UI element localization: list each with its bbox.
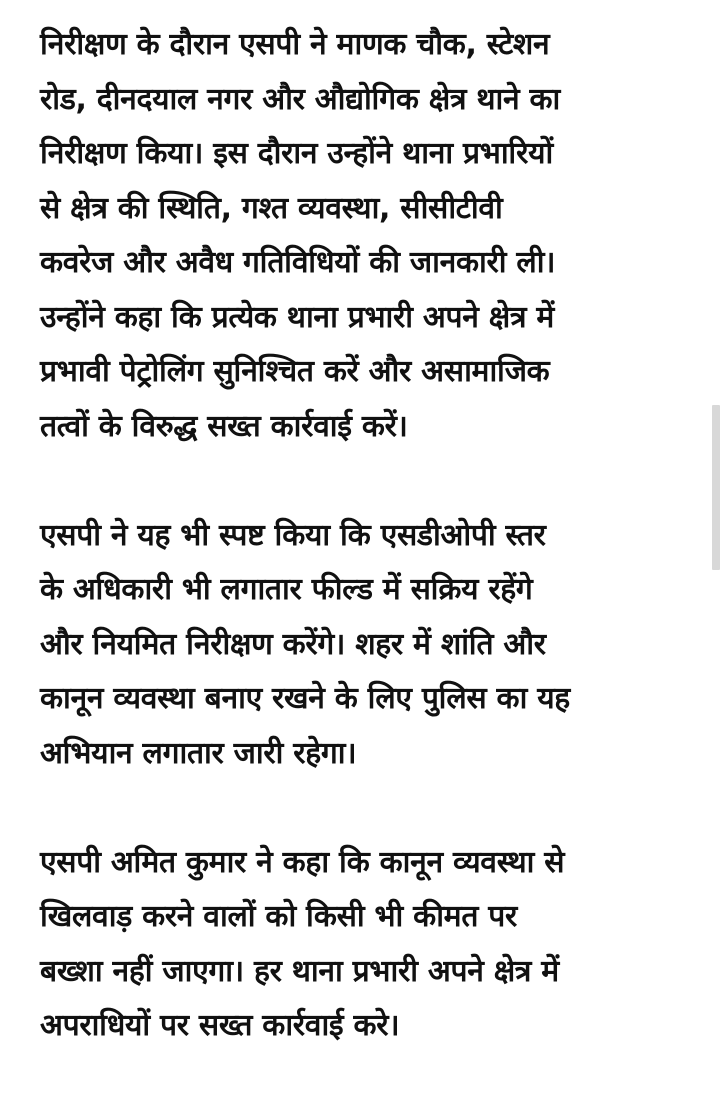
text-line: कवरेज और अवैध गतिविधियों की जानकारी ली। [40, 245, 556, 280]
text-line: और नियमित निरीक्षण करेंगे। शहर में शांति और [40, 626, 546, 662]
text-line: निरीक्षण किया। इस दौरान उन्होंने थाना प्रभारियों [40, 136, 553, 171]
text-line: से क्षेत्र की स्थिति, गश्त व्यवस्था, सीसीटीवी [40, 190, 503, 226]
paragraph-spacer [40, 781, 690, 836]
text-line: अपराधियों पर सख्त कार्रवाई करे। [40, 1008, 400, 1043]
paragraph-spacer [40, 454, 690, 509]
text-line: खिलवाड़ करने वालों को किसी भी कीमत पर [40, 899, 517, 934]
article-body [40, 18, 690, 1054]
paragraph-sp-statement [40, 836, 690, 1054]
paragraph-sdop [40, 509, 690, 782]
paragraph-inspection [40, 18, 690, 454]
text-line: कानून व्यवस्था बनाए रखने के लिए पुलिस का यह [40, 681, 570, 716]
text-line: निरीक्षण के दौरान एसपी ने माणक चौक, स्टेशन [40, 27, 550, 62]
scrollbar[interactable] [710, 0, 720, 1103]
text-line: रोड, दीनदयाल नगर और औद्योगिक क्षेत्र थाने का [40, 81, 560, 117]
text-line: तत्वों के विरुद्ध सख्त कार्रवाई करें। [40, 408, 408, 444]
scrollbar-thumb[interactable] [712, 405, 720, 570]
text-line: अभियान लगातार जारी रहेगा। [40, 735, 357, 771]
text-line: उन्होंने कहा कि प्रत्येक थाना प्रभारी अपने क्षेत्र में [40, 299, 555, 335]
text-line: के अधिकारी भी लगातार फील्ड में सक्रिय रहेंगे [40, 572, 533, 607]
text-line: बख्शा नहीं जाएगा। हर थाना प्रभारी अपने क्षेत्र में [40, 953, 559, 989]
text-line: एसपी ने यह भी स्पष्ट किया कि एसडीओपी स्तर [40, 517, 546, 553]
text-line: एसपी अमित कुमार ने कहा कि कानून व्यवस्था से [40, 844, 565, 880]
text-line: प्रभावी पेट्रोलिंग सुनिश्चित करें और असामाजिक [40, 354, 550, 389]
